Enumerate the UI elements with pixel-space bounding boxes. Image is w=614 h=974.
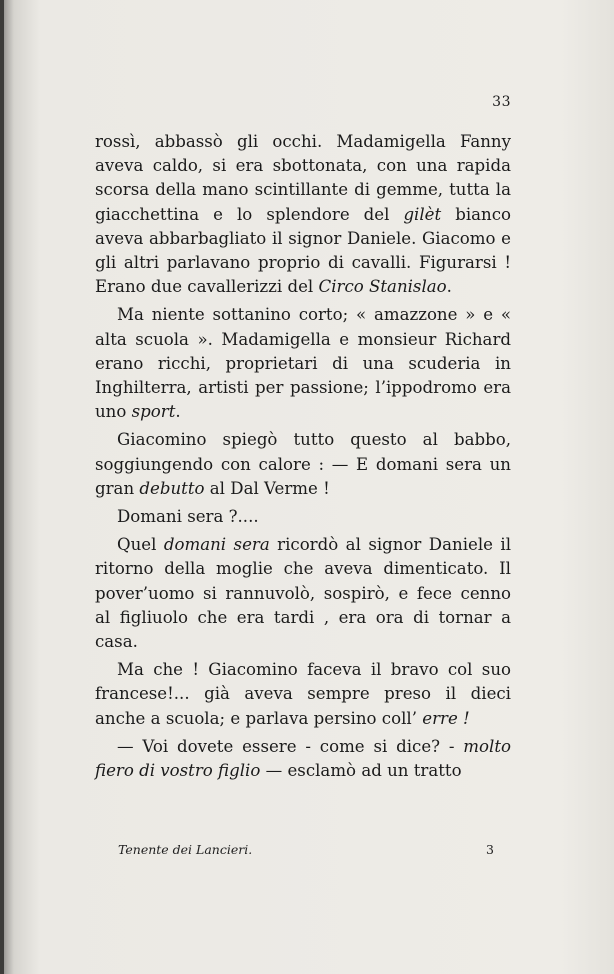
paragraph — [95, 735, 511, 783]
text-run: al Dal Verme ! — [204, 478, 330, 498]
text-run: Quel — [117, 535, 164, 555]
text-run: rossì, abbassò gli occhi. Madamigella Fanny aveva caldo, si era sbottonata, con una rapida scorsa della mano scintillante di gemme, tutta la giacchettina e lo splendore del — [95, 132, 511, 224]
text-run: — esclamò ad un tratto — [260, 761, 462, 781]
paragraph — [95, 505, 511, 529]
text-run: — Voi dovete essere - come si dice? - — [117, 736, 464, 756]
italic-text: domani sera — [163, 535, 270, 555]
text-run: Domani sera ?.... — [117, 507, 259, 527]
italic-text: Circo Stanislao — [318, 277, 447, 297]
page-number: 33 — [492, 94, 511, 110]
text-run: . — [175, 402, 181, 422]
paragraph — [95, 428, 511, 501]
paragraph — [95, 658, 511, 731]
italic-text: molto fiero di vostro figlio — [95, 736, 511, 781]
paragraph — [95, 130, 511, 299]
italic-text: sport — [131, 402, 176, 422]
italic-text: erre ! — [422, 708, 470, 728]
paragraph — [95, 533, 511, 654]
paragraph — [95, 303, 511, 424]
text-run: Ma che ! Giacomino faceva il bravo col suo francese!... già aveva sempre preso il dieci anche a scuola; e parlava persino coll’ — [95, 660, 511, 728]
text-run: ricordò al signor Daniele il ritorno della moglie che aveva dimenticato. Il pover’uomo si rannuvolò, sospirò, e fece cenno al figliuolo che era tardi , era ora di tornar a casa. — [95, 535, 512, 652]
page-footer — [118, 842, 494, 857]
body-text — [95, 130, 511, 787]
text-run: . — [446, 277, 452, 297]
italic-text: gilèt — [403, 204, 442, 224]
text-run: bianco aveva abbarbagliato il signor Daniele. Giacomo e gli altri parlavano proprio di cavalli. Figurarsi ! Erano due cavallerizzi del — [95, 204, 511, 297]
text-run: Ma niente sottanino corto; « amazzone » e « alta scuola ». Madamigella e monsieur Richard erano ricchi, proprietari di una scuderia in Inghilterra, artisti per passione; l’ippodromo era uno — [95, 305, 511, 422]
text-run: Giacomino spiegò tutto questo al babbo, soggiungendo con calore : — E domani sera un gran — [95, 430, 511, 498]
page-gutter-edge — [0, 0, 4, 974]
footer-book-title: Tenente dei Lancieri. — [118, 842, 253, 857]
footer-signature-mark: 3 — [486, 842, 494, 857]
italic-text: debutto — [139, 478, 205, 498]
